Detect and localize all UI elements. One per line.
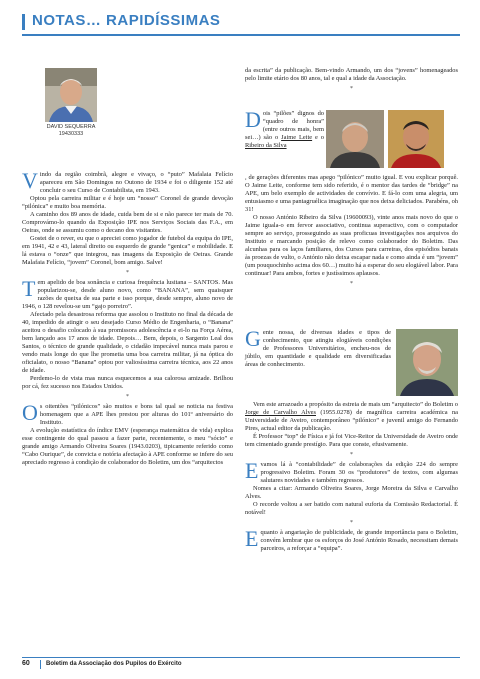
portrait-photo-ribeiro-da-silva [388,110,444,168]
section-header [22,10,460,36]
name-jorge-de-carvalho-alves: Jorge de Carvalho Alves [245,409,316,416]
paragraph: Nomes a citar: Armando Oliveira Soares, Jorge Moreira da Silva e Carvalho Alves. [245,485,458,500]
paragraph: A evolução estatística do índice EMV (esperança matemática de vida) explica esse contingente do qual passou a fazer parte, recentemente, o meu “sócio” e grande amigo Armando Oliveira Soares (1943.0203), tipicamente referido como “Cabo Ourique”, de convicta e notória afectação à APE conforme se infere do seu apreciado regresso à condição de colaborador do Boletim, um dos “arquitectos [22,427,233,466]
paragraph: s oitentões “pilónicos” são muitos e bons tal qual se noticia na festiva homenagem que a APE lhes prestou por alturas do 101º aniversário do Instituto. [39,403,233,426]
header-accent-bar [22,14,25,30]
article-gente-nossa-cont [245,401,458,553]
section-separator: * [126,394,129,400]
publication-name: Boletim da Associação dos Pupilos do Exército [46,661,182,667]
caption-number: 19430333 [58,131,84,137]
portrait-photo-david-sequerra [45,68,97,122]
paragraph: A caminho dos 89 anos de idade, cuida bem de si e não parece ter mais de 70. Comprovámo-lo quando da Exposição IPE nos Serviços Sociais das F.A., em Oeiras, onde se assumiu como o decano dos visitantes. [22,211,233,234]
name-ribeiro-da-silva: Ribeiro da Silva [245,142,287,149]
portrait-image [388,110,444,168]
paragraph: vamos lá à “contabilidade” de colaborações da edição 224 do sempre progressivo Boletim. Foram 30 os “produtores” de textos, com algumas salutares novidades e também regressos. [260,461,458,484]
article-dois-piloes [245,107,324,150]
article-malafaia [22,168,233,267]
portrait-photo-carvalho-alves [396,329,458,396]
paragraph: Perdemo-lo de vista mas nunca esquecemos a sua calorosa amizade. Brilhou por cá, fez sucesso nos Estados Unidos. [22,375,233,390]
section-title: NOTAS… RAPIDÍSSIMAS [32,12,221,29]
paragraph: indo da região coimbrã, alegre e vivaço, o “puto” Mafalaia Felício apareceu em São Domingos no Outono de 1934 e foi o diligente 152 até concluir o seu Curso de Contabilista, em 1943. [39,171,233,194]
drop-cap: G [245,326,261,351]
photo-caption [33,124,109,138]
caption-name: DAVID SEQUERRA [46,124,96,130]
portrait-image [326,110,384,168]
paragraph: O nosso António Ribeiro da Silva (19600093), vinte anos mais novo do que o Jaime iguala-o em fervor associativo, continua superactivo, com o computador sempre ao serviço, prosseguindo as suas proficuas investigações nos arquivos do Instituto e marcando posição de relevo como colaborador do Boletim. Das alcunhas para os laços familiares, dos Cursos para carreiras, dos episódios banais às proezas de vulto, o António não deixa escapar nada e como ainda é um “jovem” (um pouquochinho acima dos 60…) muito há a esperar do seu elogiável labor. Para continuar! Para ambos, fortes e justíssimos aplausos. [245,214,458,277]
article-oitentoes [22,400,233,467]
paragraph: ente nossa, de diversas idades e tipos de conhecimento, que atingiu elogiáveis condições de Professores Universitários, encheu-nos de júbilo, em quantidade e qualidade em diversificadas áreas de conhecimento. [245,329,391,368]
paragraph: em apelido de boa sonância e curiosa frequência lusitana – SANTOS. Mas popularizou-se, desde aluno novo, como “BANANA”, sem quaisquer razões de queixa de sua parte e isso porque, desde sempre, aluno novo de 1946, o 128 revelou-se um “gajo porreiro”. [22,279,233,310]
section-separator: * [350,520,353,526]
name-jaime-leite: Jaime Leite [281,134,313,141]
paragraph: Vem este arrazoado a propósito da estreia de mais um “arquitecto” do Boletim o [253,401,458,408]
drop-cap: E [245,458,259,483]
section-separator: * [350,86,353,92]
paragraph: Afectado pela desastrosa reforma que assolou o Instituto no final da década de 40, impedido de atingir o seu desejado Curso Médio de Engenharia, o “Banana” aceitou o desafio colocado à sua promissora adolescência e ei-lo na Força Aérea, bem lançado aos 17 anos de idade. Depois… Bem, depois, o Sargento Leal dos Santos, o técnico de grande qualidade, o cidadão impecável nunca mais parou e vendo mais longe do que lhe prometia uma boa carreira militar, já na óptica do oficialato, o nosso “Banana” optou por valiosíssima carreira técnica, aos 22 anos de idade. [22,311,233,374]
footer-divider [40,660,41,669]
drop-cap: T [22,276,36,301]
paragraph: O recorde voltou a ser batido com natural euforia da Comissão Redactorial. É notável! [245,501,458,516]
section-separator: * [350,281,353,287]
left-column [22,168,233,467]
article-dois-piloes-cont [245,174,458,290]
paragraph-fragment: (1955.0278) de magnífica carreira académica na Universidade de Aveiro, contemporâneo “pilónico” e juvenil amigo do Fernando Pires, actual editor da publicação. [245,409,458,432]
portrait-photo-jaime-leite [326,110,384,168]
page-number: 60 [22,660,30,667]
article-banana [22,276,233,391]
right-column [245,67,458,95]
drop-cap: V [22,168,38,193]
portrait-image [396,329,458,396]
portrait-image [45,68,97,122]
paragraph: É Professor “top” de Física e já foi Vice-Reitor da Universidade de Aveiro onde tem cimentado grande prestígio. Para que conste, efusivamente. [245,433,458,448]
paragraph: Gostei de o rever, eu que o apreciei como jogador de futebol da equipa do IPE, em 1941, 42 e 43, lateral direito ou esquerdo de grande “genica” e mobilidade. E lá estava o “onze” que integrou, nas imagens da Exposição de Oeiras. Grande Malafaia Felício, “jovem” Coronel, bom amigo. Salve! [22,235,233,266]
article-gente-nossa [245,326,391,369]
paragraph: Optou pela carreira militar e é hoje um “nosso” Coronel de grande devoção “pilónica” e muito boa memória. [22,195,233,210]
paragraph: quanto à angariação de publicidade, de grande importância para o Boletim, convém lembrar que os esforços do José António Rosado, necessitam demais parceiros, a reforçar a “equipa”. [260,529,458,552]
drop-cap: D [245,107,261,132]
paragraph: , de gerações diferentes mas apego “pilónico” muito igual. E vou explicar porquê. O Jaime Leite, conforme tem sido referido, é o mentor das tardes de “bridge” na APE, um belo exemplo de actividades de convívio. E fá-lo com uma alegria, um entusiasmo e uma pantagruélica imaginação que nos deixa deliciados. Parabéns, oh 31! [245,174,458,213]
section-separator: * [350,452,353,458]
page-footer [22,657,460,670]
paragraph: ois “pilões” dignos do “quadro de honra” (entre outros mais, bem sei…) são o [245,110,324,141]
paragraph-fragment: e o [312,134,324,141]
drop-cap: E [245,526,259,551]
paragraph: da escrita” da publicação. Bem-vindo Armando, um dos “jovens” homenageados pelo limite etário dos 80 anos, tal e qual a idade da Associação. [245,67,458,82]
section-separator: * [126,270,129,276]
drop-cap: O [22,400,38,425]
